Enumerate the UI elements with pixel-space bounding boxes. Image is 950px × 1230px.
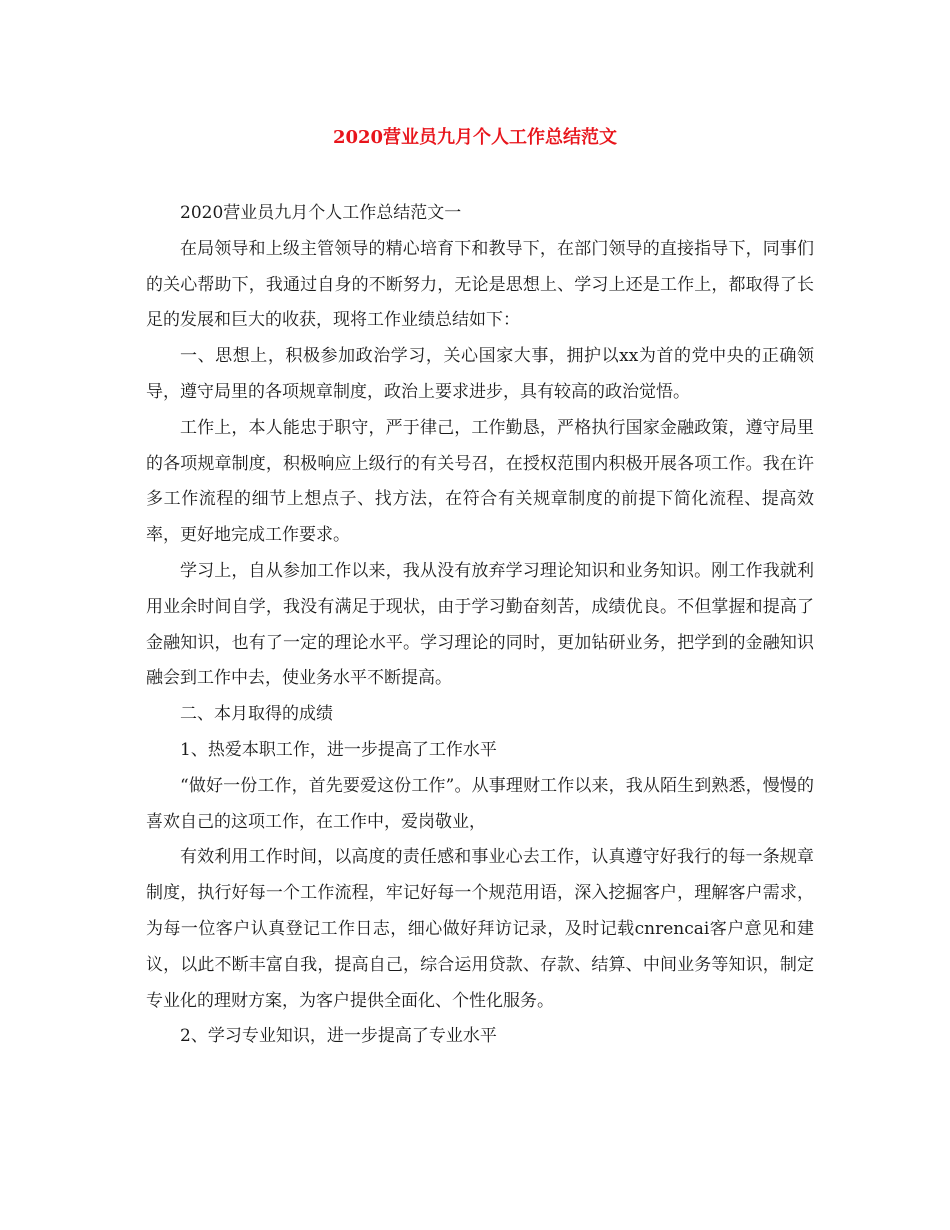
- section-heading-achievements: 二、本月取得的成绩: [180, 704, 333, 725]
- paragraph-ideology: 一、思想上，积极参加政治学习，关心国家大事，拥护以xx为首的党中央的正确领导，遵守局里的各项规章制度，政治上要求进步，具有较高的政治觉悟。: [146, 346, 814, 402]
- paragraph-subtitle: 2020营业员九月个人工作总结范文一: [180, 203, 462, 223]
- paragraph-intro: 在局领导和上级主管领导的精心培育下和教导下，在部门领导的直接指导下，同事们的关心帮助下，我通过自身的不断努力，无论是思想上、学习上还是工作上，都取得了长足的发展和巨大的收获，现将工作业绩总结如下：: [146, 238, 814, 331]
- paragraph-quote: “做好一份工作，首先要爱这份工作”。从事理财工作以来，我从陌生到熟悉，慢慢的喜欢自己的这项工作，在工作中，爱岗敬业，: [146, 775, 814, 832]
- subheading-professional-knowledge: 2、学习专业知识，进一步提高了专业水平: [180, 1026, 497, 1047]
- document-body: [146, 196, 814, 1055]
- paragraph-efficiency: 有效利用工作时间，以高度的责任感和事业心去工作，认真遵守好我行的每一条规章制度，执行好每一个工作流程，牢记好每一个规范用语，深入挖掘客户，理解客户需求，为每一位客户认真登记工作日志，细心做好拜访记录，及时记载cnrencai客户意见和建议，以此不断丰富自我，提高自己，综合运用贷款、存款、结算、中间业务等知识，制定专业化的理财方案，为客户提供全面化、个性化服务。: [146, 847, 814, 1011]
- paragraph-study: 学习上，自从参加工作以来，我从没有放弃学习理论知识和业务知识。刚工作我就利用业余时间自学，我没有满足于现状，由于学习勤奋刻苦，成绩优良。不但掌握和提高了金融知识，也有了一定的理论水平。学习理论的同时，更加钻研业务，把学到的金融知识融会到工作中去，使业务水平不断提高。: [146, 560, 814, 689]
- paragraph-work: 工作上，本人能忠于职守，严于律己，工作勤恳，严格执行国家金融政策，遵守局里的各项规章制度，积极响应上级行的有关号召，在授权范围内积极开展各项工作。我在许多工作流程的细节上想点子、找方法，在符合有关规章制度的前提下简化流程、提高效率，更好地完成工作要求。: [146, 417, 814, 546]
- document-title: 2020营业员九月个人工作总结范文: [332, 127, 618, 148]
- subheading-love-work: 1、热爱本职工作，进一步提高了工作水平: [180, 739, 497, 760]
